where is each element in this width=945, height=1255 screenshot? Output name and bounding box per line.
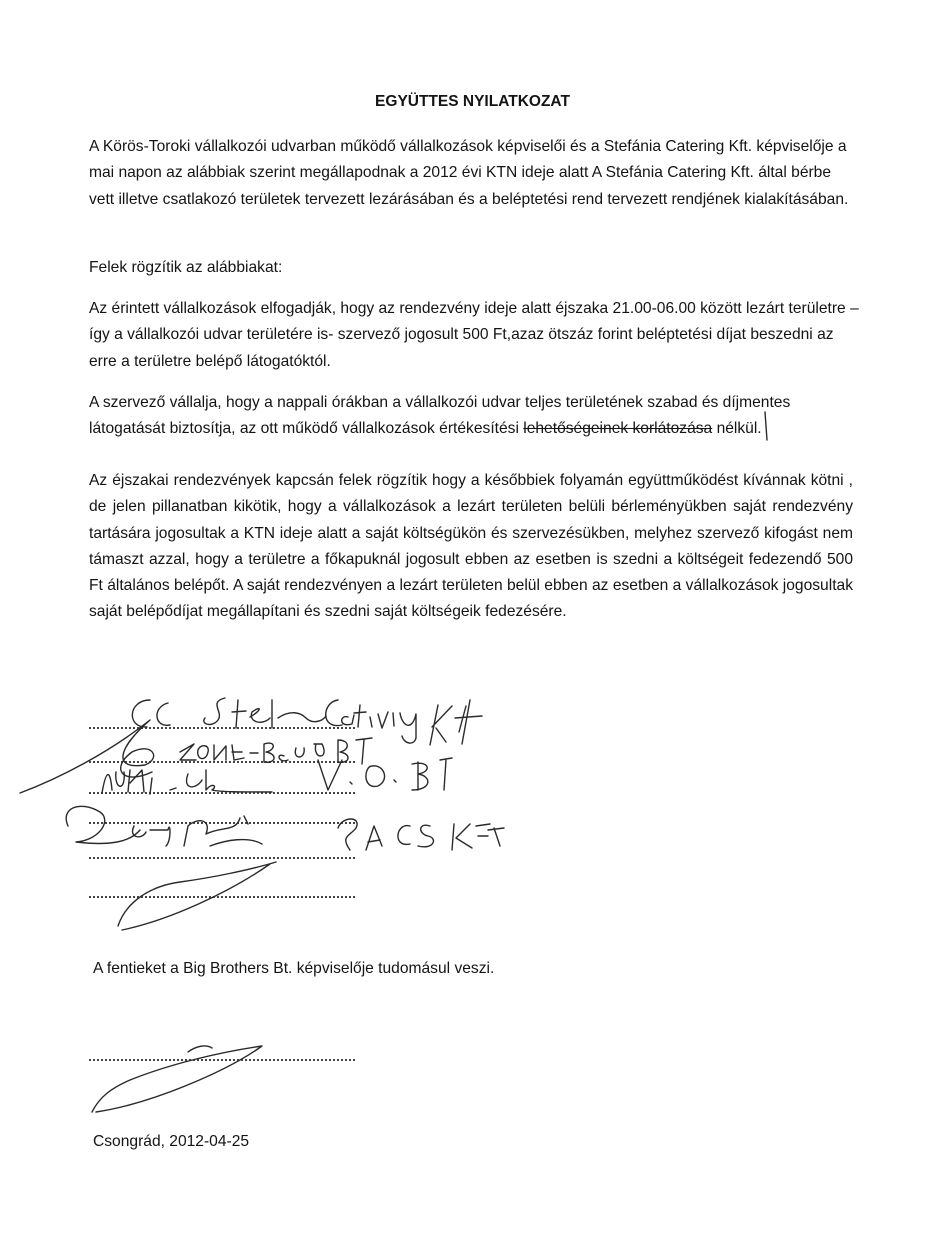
parties-record-paragraph: Felek rögzítik az alábbiakat: bbox=[89, 259, 283, 276]
signature-stefania-catering bbox=[132, 698, 482, 745]
place-and-date: Csongrád, 2012-04-25 bbox=[93, 1133, 250, 1150]
night-events-paragraph: Az éjszakai rendezvények kapcsán felek rögzítik hogy a későbbiek folyamán együttműködést kívánnak kötni , de jelen pillanatban kikötik, hogy a vállalkozások a lezárt területen belüli bérleményükben saját rendezvény tartására jogosultak a KTN ideje alatt a saját költségükön és szervezésükben, melyhez szervező kifogást nem támaszt azzal, hogy a területre a főkapuknál jogosult ebben az esetben is szedni a költségeit fedezendő 500 Ft általános belépőt. A saját rendezvényen a lezárt területen belül ebben az esetben a vállalkozások jogosultak saját belépődíjat megállapítani és szedni saját költségeik fedezésére. bbox=[89, 472, 853, 621]
signature-line-1 bbox=[89, 723, 355, 729]
day-access-text: A szervező vállalja, hogy a nappali órákban a vállalkozói udvar teljes területének szabad és díjmentes látogatását biztosítja, az ott működő vállalkozások értékesítési bbox=[89, 394, 791, 438]
signature-racs-kft bbox=[66, 806, 504, 850]
day-access-text-end: nélkül. bbox=[712, 420, 762, 438]
signature-line-4 bbox=[89, 818, 355, 824]
signature-line-2 bbox=[89, 757, 355, 763]
signature-line-6 bbox=[89, 892, 355, 898]
signature-line-3 bbox=[89, 788, 355, 794]
signature-line-5 bbox=[89, 853, 355, 859]
intro-paragraph: A Körös-Toroki vállalkozói udvarban működő vállalkozások képviselői és a Stefánia Catering Kft. képviselője a mai napon az alábbiak szerint megállapodnak a 2012 évi KTN ideje alatt A Stefánia Catering Kft. által bérbe vett illetve csatlakozó területek tervezett lezárásában és a beléptetési rend tervezett rendjének kialakításában. bbox=[89, 138, 849, 208]
document-title: EGYÜTTES NYILATKOZAT bbox=[375, 93, 570, 110]
struck-through-text: lehetőségeinek korlátozása bbox=[523, 420, 713, 438]
signature-line-7 bbox=[89, 1055, 355, 1061]
acknowledgement-text: A fentieket a Big Brothers Bt. képviselője tudomásul veszi. bbox=[93, 960, 495, 977]
day-access-paragraph bbox=[89, 390, 859, 443]
night-fee-paragraph: Az érintett vállalkozások elfogadják, hogy az rendezvény ideje alatt éjszaka 21.00-06.00 között lezárt területre – így a vállalkozói udvar területére is- szervező jogosult 500 Ft,azaz ötszáz forint beléptetési díjat beszedni az erre a területre belépő látogatóktól. bbox=[89, 300, 859, 370]
